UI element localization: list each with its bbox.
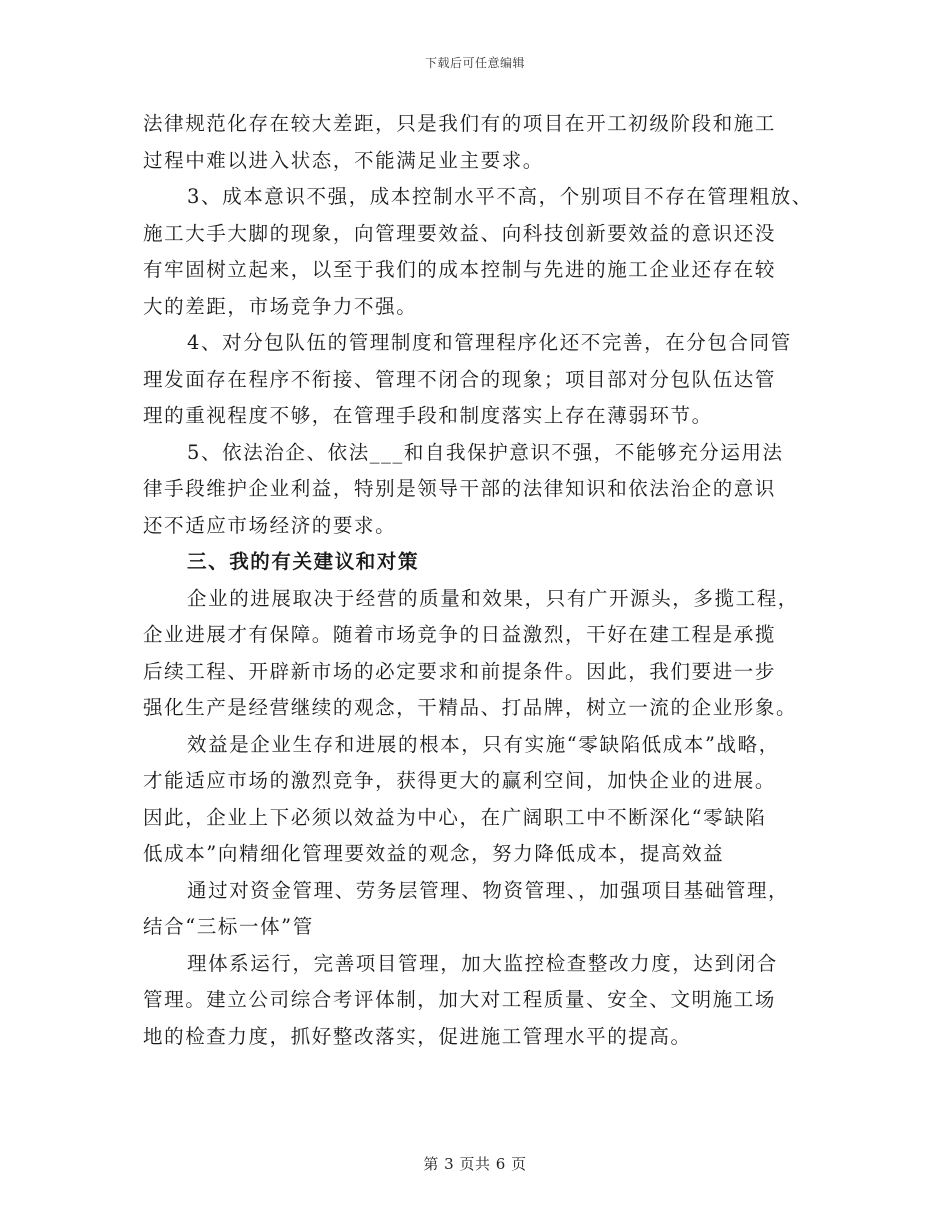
text-line: 理的重视程度不够，在管理手段和制度落实上存在薄弱环节。 [143,404,713,427]
text-line: 4、对分包队伍的管理制度和管理程序化还不完善，在分包合同管 [187,331,792,354]
document-body [143,106,828,1055]
text-line: 通过对资金管理、劳务层管理、物资管理、，加强项目基础管理， [187,878,790,902]
text-line: 施工大手大脚的现象，向管理要效益、向科技创新要效益的意识还没 [143,221,777,245]
text-line: 大的差距，市场竞争力不强。 [143,294,418,318]
text-line: 3、成本意识不强，成本控制水平不高，个别项目不存在管理粗放、 [187,185,813,208]
text-line: 理体系运行，完善项目管理，加大监控检查整改力度，达到闭合 [187,951,778,975]
text-line: 结合“三标一体”管 [143,915,314,938]
text-line: 企业进展才有保障。随着市场竞争的日益激烈，干好在建工程是承揽 [143,623,777,646]
text-line: 才能适应市场的激烈竞争，获得更大的赢利空间，加快企业的进展。 [143,769,777,792]
text-line: 低成本”向精细化管理要效益的观念，努力降低成本，提高效益 [143,842,725,865]
text-line: 管理。建立公司综合考评体制，加大对工程质量、安全、文明施工场 [143,988,777,1011]
page-number-footer: 第 3 页共 6 页 [423,1155,527,1173]
section-heading: 三、我的有关建议和对策 [187,550,420,573]
text-line: 法律规范化存在较大差距，只是我们有的项目在开工初级阶段和施工 [143,112,777,135]
text-line: 因此，企业上下必须以效益为中心，在广阔职工中不断深化“零缺陷 [143,805,767,829]
text-line: 理发面存在程序不衔接、管理不闭合的现象；项目部对分包队伍达管 [143,367,777,391]
text-line: 效益是企业生存和进展的根本，只有实施“零缺陷低成本”战略， [187,732,780,756]
text-line: 5、依法治企、依法___和自我保护意识不强，不能够充分运用法 [187,440,784,464]
text-line: 过程中难以进入状态，不能满足业主要求。 [143,148,544,172]
page-header: 下载后可任意编辑 [424,56,525,70]
text-line: 还不适应市场经济的要求。 [143,513,397,537]
text-line: 强化生产是经营继续的观念，干精品、打品牌，树立一流的企业形象。 [143,696,798,719]
text-line: 企业的进展取决于经营的质量和效果，只有广开源头，多揽工程， [187,586,799,610]
text-line: 律手段维护企业利益，特别是领导干部的法律知识和依法治企的意识 [143,477,777,500]
text-line: 有牢固树立起来，以至于我们的成本控制与先进的施工企业还存在较 [143,258,777,281]
text-line: 后续工程、开辟新市场的必定要求和前提条件。因此，我们要进一步 [143,659,777,683]
text-line: 地的检查力度，抓好整改落实，促进施工管理水平的提高。 [143,1024,692,1048]
